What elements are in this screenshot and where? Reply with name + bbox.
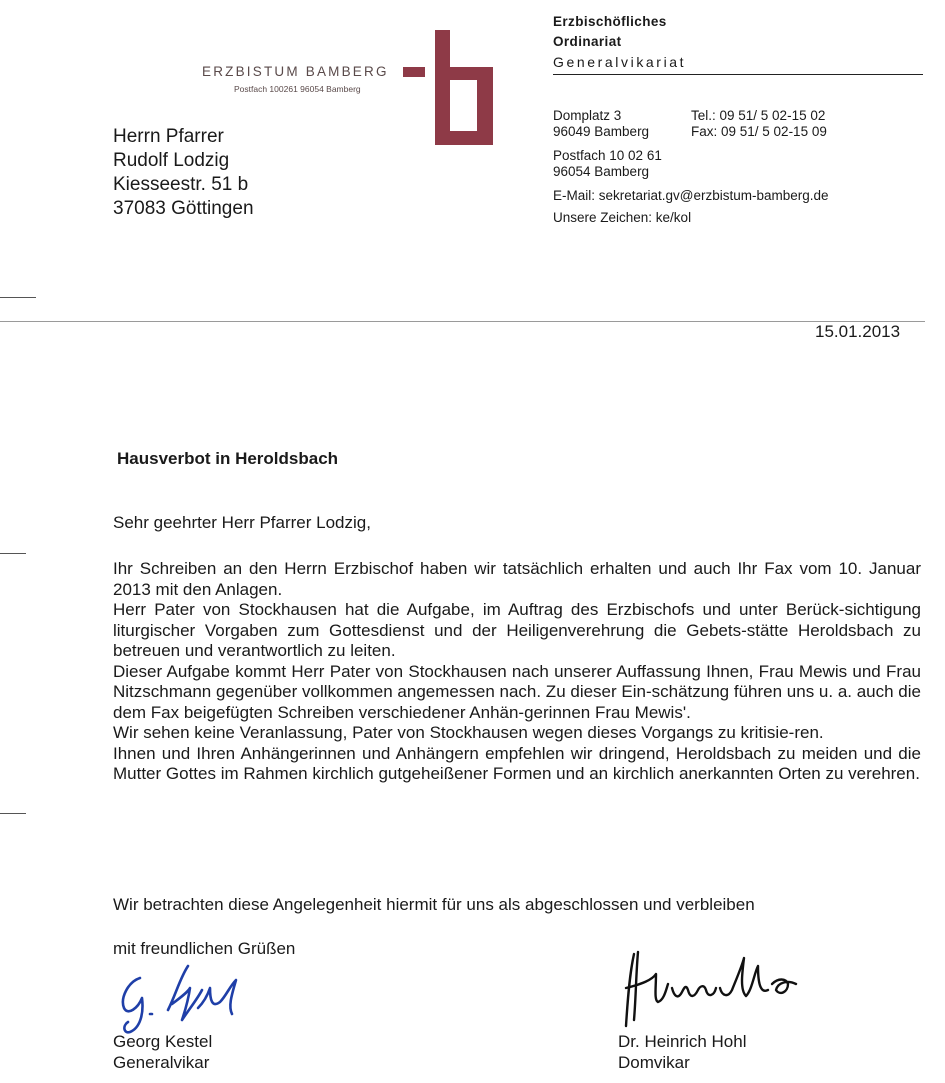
body-paragraph: Wir sehen keine Veranlassung, Pater von Stockhausen wegen dieses Vorgangs zu kritisie-ren. bbox=[113, 723, 824, 742]
signatory-title: Domvikar bbox=[618, 1052, 690, 1072]
header-divider bbox=[553, 74, 923, 75]
office-fax: Fax: 09 51/ 5 02-15 09 bbox=[691, 124, 827, 139]
office-name-line: Erzbischöfliches bbox=[553, 14, 667, 29]
body-paragraph: Ihnen und Ihren Anhängerinnen und Anhängern empfehlen wir dringend, Heroldsbach zu meiden und die Mutter Gottes im Rahmen kirchlich gutgeheißener Formen und an kirchlich anerkannten Orten zu verehren. bbox=[113, 743, 921, 783]
office-email: E-Mail: sekretariat.gv@erzbistum-bamberg.de bbox=[553, 188, 829, 203]
letter-closing: Wir betrachten diese Angelegenheit hiermit für uns als abgeschlossen und verbleiben bbox=[113, 895, 755, 914]
letter-greeting: mit freundlichen Grüßen bbox=[113, 939, 296, 958]
recipient-line: Rudolf Lodzig bbox=[113, 150, 230, 171]
scan-rule bbox=[0, 321, 925, 322]
fold-mark bbox=[0, 297, 36, 298]
body-paragraph: Ihr Schreiben an den Herrn Erzbischof haben wir tatsächlich erhalten und auch Ihr Fax vom 10. Januar 2013 mit den Anlagen. bbox=[113, 559, 921, 599]
recipient-line: Herrn Pfarrer bbox=[113, 126, 224, 147]
recipient-line: Kiesseestr. 51 b bbox=[113, 174, 249, 195]
recipient-line: 37083 Göttingen bbox=[113, 198, 254, 219]
letter-body bbox=[113, 559, 921, 785]
signatory-hohl bbox=[618, 1032, 747, 1073]
office-reference: Unsere Zeichen: ke/kol bbox=[553, 210, 692, 225]
signatory-name: Georg Kestel bbox=[113, 1032, 213, 1051]
punch-mark bbox=[0, 553, 26, 554]
office-name-line: Ordinariat bbox=[553, 34, 622, 49]
signatory-title: Generalvikar bbox=[113, 1052, 210, 1072]
signature-kestel bbox=[110, 958, 250, 1038]
letter-salutation: Sehr geehrter Herr Pfarrer Lodzig, bbox=[113, 513, 371, 532]
letter-date: 15.01.2013 bbox=[815, 322, 901, 341]
signatory-name: Dr. Heinrich Hohl bbox=[618, 1032, 747, 1051]
fold-mark-lower bbox=[0, 813, 26, 814]
signature-hohl bbox=[612, 944, 812, 1030]
logo-title: ERZBISTUM BAMBERG bbox=[202, 64, 389, 79]
body-paragraph: Herr Pater von Stockhausen hat die Aufgabe, im Auftrag des Erzbischofs und unter Berück-sichtigung liturgischer Vorgaben zum Gottesdienst und der Heiligenverehrung die Gebets-stätte Heroldsbach zu betreuen und verantwortlich zu leiten. bbox=[113, 600, 921, 660]
recipient-address bbox=[113, 125, 254, 221]
signatory-kestel bbox=[113, 1032, 212, 1073]
office-street: Domplatz 3 bbox=[553, 108, 622, 123]
body-paragraph: Dieser Aufgabe kommt Herr Pater von Stockhausen nach unserer Auffassung Ihnen, Frau Mewis und Frau Nitzschmann gegenüber vollkommen angemessen nach. Zu dieser Ein-schätzung führen uns u. a. auch die dem Fax beigefügten Schreiben verschiedener Anhän-gerinnen Frau Mewis'. bbox=[113, 661, 921, 722]
office-city: 96049 Bamberg bbox=[553, 124, 650, 139]
logo-subtitle: Postfach 100261 96054 Bamberg bbox=[234, 84, 361, 94]
office-subtitle: Generalvikariat bbox=[553, 54, 687, 70]
diocese-logo-cross-icon bbox=[403, 30, 493, 145]
office-name bbox=[553, 12, 667, 52]
letter-subject: Hausverbot in Heroldsbach bbox=[117, 449, 339, 468]
office-postfach-city: 96054 Bamberg bbox=[553, 164, 650, 179]
office-postfach: Postfach 10 02 61 bbox=[553, 148, 662, 163]
office-tel: Tel.: 09 51/ 5 02-15 02 bbox=[691, 108, 826, 123]
